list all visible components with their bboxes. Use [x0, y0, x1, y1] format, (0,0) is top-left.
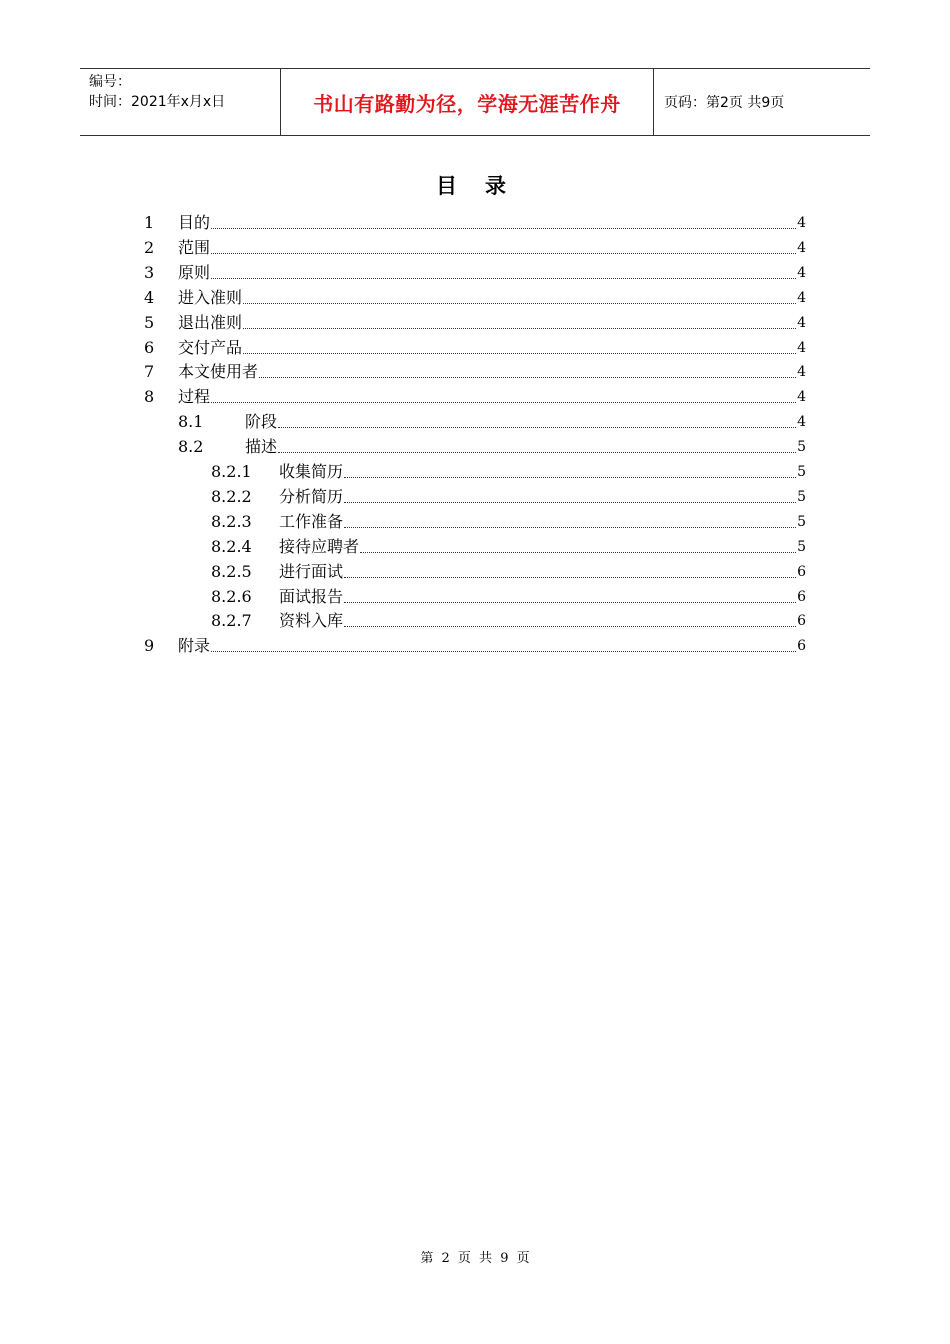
toc-entry-number: 8.2	[178, 437, 204, 457]
toc-leader-dots	[243, 352, 796, 354]
toc-entry-number: 8.2.5	[211, 561, 252, 581]
toc-entry-title: 进入准则	[178, 287, 243, 307]
toc-leader-dots	[360, 551, 796, 553]
toc-entry-page: 4	[797, 264, 806, 281]
toc-entry-page: 4	[797, 239, 806, 256]
toc-entry-page: 4	[797, 215, 806, 231]
toc-entry-title: 范围	[178, 237, 211, 257]
toc-entry-number: 8.2.4	[211, 536, 252, 556]
toc-entry-page: 5	[797, 488, 806, 505]
toc-entry-page: 6	[797, 588, 806, 605]
toc-leader-dots	[211, 227, 796, 229]
toc-entry-title: 目的	[178, 213, 211, 232]
toc-entry[interactable]	[144, 357, 806, 382]
toc-entry-page: 4	[797, 289, 806, 306]
toc-entry-page: 4	[797, 339, 806, 356]
toc-entry[interactable]	[211, 532, 806, 557]
toc-entry-number: 8.2.7	[211, 611, 252, 631]
toc-entry-title: 退出准则	[178, 312, 243, 332]
toc-entry[interactable]	[144, 258, 806, 283]
toc-entry[interactable]	[144, 308, 806, 333]
toc-entry[interactable]	[178, 407, 806, 432]
toc-entry-title: 工作准备	[279, 511, 344, 531]
toc-entry-number: 6	[144, 337, 155, 357]
toc-entry-number: 5	[144, 312, 155, 332]
toc-entry-title: 接待应聘者	[279, 536, 360, 556]
document-time-label: 时间：2021年x月x日	[89, 94, 226, 110]
toc-leader-dots	[211, 252, 796, 254]
toc-leader-dots	[344, 576, 796, 578]
toc-entry-page: 4	[797, 414, 806, 431]
toc-entry-page: 5	[797, 513, 806, 530]
toc-entry[interactable]	[211, 507, 806, 532]
toc-entry[interactable]	[211, 482, 806, 507]
toc-leader-dots	[211, 401, 796, 403]
toc-entry[interactable]	[211, 606, 806, 631]
toc-entry-title: 原则	[178, 262, 211, 282]
toc-leader-dots	[344, 476, 796, 478]
toc-entry[interactable]	[178, 432, 806, 457]
toc-entry-page: 6	[797, 563, 806, 580]
toc-leader-dots	[243, 327, 796, 329]
toc-entry[interactable]	[144, 631, 806, 656]
toc-entry-title: 过程	[178, 387, 211, 407]
toc-leader-dots	[344, 526, 796, 528]
toc-entry-page: 6	[797, 613, 806, 630]
toc-entry-title: 附录	[178, 636, 211, 656]
toc-leader-dots	[211, 277, 796, 279]
toc-entry-title: 交付产品	[178, 337, 243, 357]
toc-entry[interactable]	[144, 208, 806, 233]
toc-entry-number: 8.2.1	[211, 462, 252, 481]
toc-entry[interactable]	[144, 382, 806, 407]
toc-entry-page: 6	[797, 638, 806, 655]
toc-entry-number: 9	[144, 636, 155, 656]
toc-entry-page: 4	[797, 314, 806, 331]
toc-leader-dots	[344, 625, 796, 627]
toc-entry-page: 4	[797, 364, 806, 381]
toc-entry-title: 分析简历	[279, 486, 344, 506]
toc-leader-dots	[259, 376, 796, 378]
toc-entry[interactable]	[211, 582, 806, 607]
toc-entry-title: 进行面试	[279, 561, 344, 581]
toc-leader-dots	[344, 601, 796, 603]
header-meta	[80, 69, 281, 135]
toc-entry[interactable]	[211, 457, 806, 482]
toc-entry-title: 收集简历	[279, 462, 344, 481]
toc-entry-number: 8.1	[178, 412, 204, 432]
toc-leader-dots	[278, 451, 796, 453]
toc-entry-title: 描述	[245, 437, 278, 457]
toc-entry-page: 5	[797, 538, 806, 555]
toc-entry-number: 7	[144, 362, 155, 382]
toc-entry-title: 资料入库	[279, 611, 344, 631]
toc-entry[interactable]	[144, 283, 806, 308]
toc-entry-number: 8.2.3	[211, 511, 252, 531]
header-page-label: 页码：第2页 共9页	[664, 95, 785, 111]
toc-entry-title: 本文使用者	[178, 362, 259, 382]
header-motto: 书山有路勤为径，学海无涯苦作舟	[281, 69, 654, 135]
toc-leader-dots	[344, 501, 796, 503]
toc-entry-page: 5	[797, 439, 806, 456]
toc-entry-number: 2	[144, 237, 155, 257]
toc-leader-dots	[278, 426, 796, 428]
toc-entry-number: 8	[144, 387, 155, 407]
toc-entry-number: 1	[144, 213, 155, 232]
toc-entry-number: 3	[144, 262, 155, 282]
toc-entry-number: 8.2.2	[211, 486, 252, 506]
toc-entry[interactable]	[144, 333, 806, 358]
toc-entry-page: 5	[797, 464, 806, 480]
toc-entry-number: 4	[144, 287, 155, 307]
toc-entry-number: 8.2.6	[211, 586, 252, 606]
document-number-label: 编号：	[89, 74, 131, 90]
toc-entry[interactable]	[211, 557, 806, 582]
page-footer: 第 2 页 共 9 页	[420, 1251, 530, 1266]
page-header	[80, 68, 870, 136]
toc-entry-page: 4	[797, 389, 806, 406]
toc-entry-title: 阶段	[245, 412, 278, 432]
toc-title: 目录	[436, 174, 534, 198]
toc-leader-dots	[243, 302, 796, 304]
toc-entry-title: 面试报告	[279, 586, 344, 606]
toc-leader-dots	[211, 650, 796, 652]
toc-entry[interactable]	[144, 233, 806, 258]
